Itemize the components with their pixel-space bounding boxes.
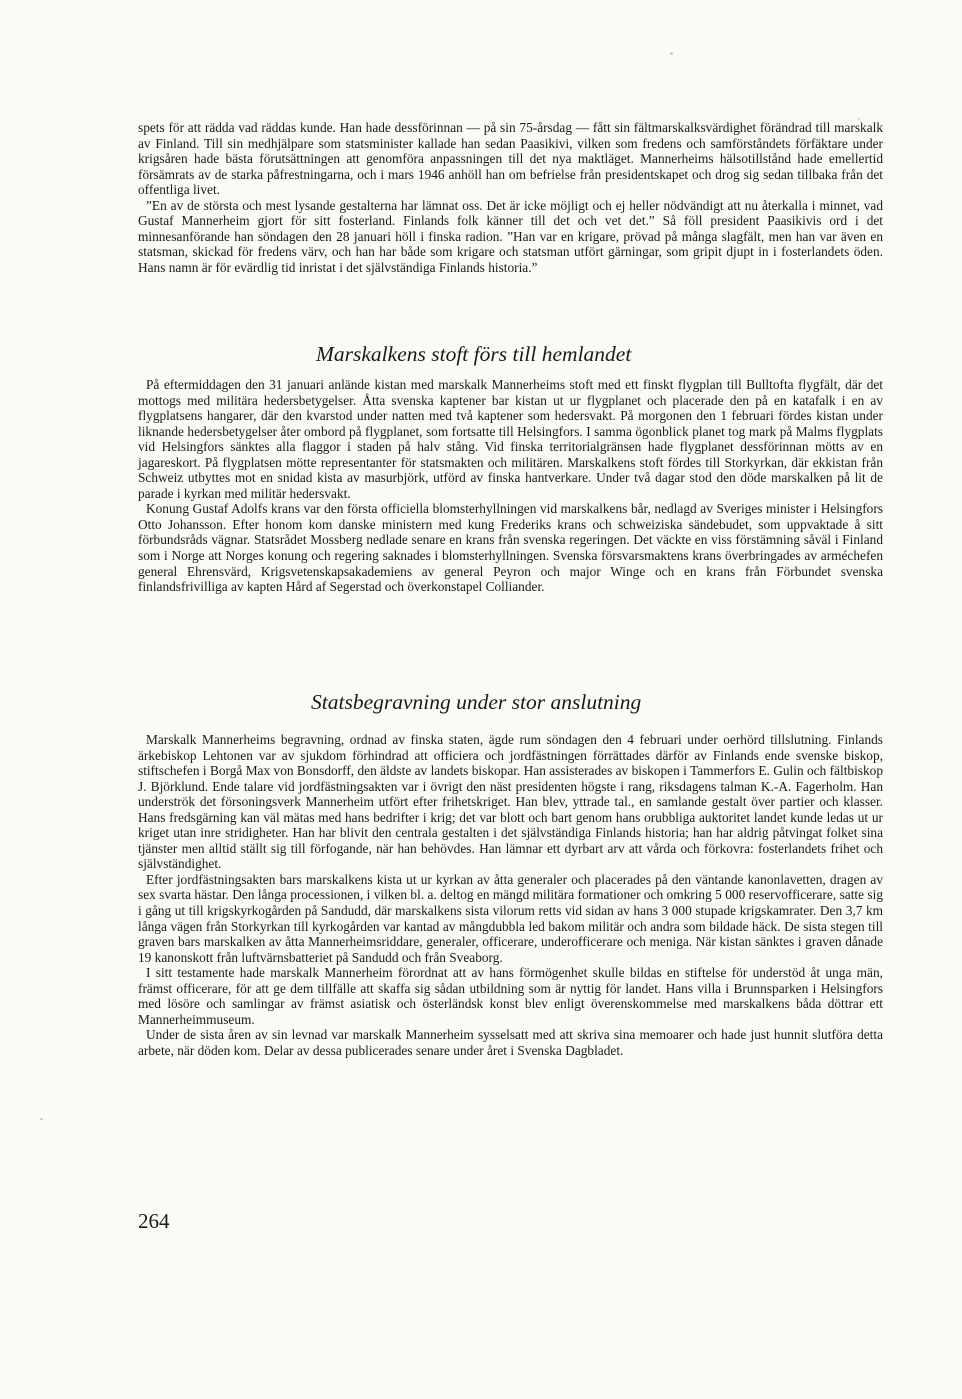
paper-speck xyxy=(670,52,673,55)
paragraph: Efter jordfästningsakten bars marskalkens kista ut ur kyrkan av åtta generaler och placerades på den väntande kanonlavetten, dragen av sex svarta hästar. Den långa processionen, i vilken bl. a. deltog en mängd militära formationer och omkring 5 000 reservofficerare, satte sig i gång ut till krigskyrkogården på Sandudd, där marskalkens sista vilorum retts vid sidan av hans 3 000 stupade krigskamrater. Den 3,7 km långa vägen från Storkyrkan till kyrkogården var kantad av mångdubbla led bakom militär och andra som bildade häck. De sista stegen till graven bars marskalken av åtta Mannerheimsriddare, generaler, officerare, underofficerare och meniga. När kistan sänktes i graven dånade 19 kanonskott från luftvärnsbatteriet på Sandudd och från Sveaborg. xyxy=(138,871,883,965)
paragraph: På eftermiddagen den 31 januari anlände kistan med marskalk Mannerheims stoft med ett finskt flygplan till Bulltofta flygfält, där det mottogs med militära hedersbetygelser. Åtta svenska kaptener bar kistan ut ur flygplanet och placerade den på en katafalk i en av flygplatsens hangarer, där den kvarstod under natten med två kaptener som hedersvakt. På morgonen den 1 februari fördes kistan under liknande hedersbetygelser åter ombord på flygplanet, som fortsatte till Helsingfors. I samma ögonblick planet tog mark på Malms flygplats vid Helsingfors sänktes alla flaggor i staden på halv stång. Vid finska territorialgränsen hade flygplanet dessförinnan mötts av en jagareskort. På flygplatsen mötte representanter för statsmakten och militären. Marskalkens stoft fördes till Storkyrkan, där ekkistan från Schweiz utbyttes mot en snidad kista av masurbjörk, utförd av finska hantverkare. Under två dagar stod den döde marskalken på lit de parade i kyrkan med militär hedersvakt. xyxy=(138,377,883,501)
section-heading: Statsbegravning under stor anslutning xyxy=(311,690,642,714)
section-body xyxy=(138,732,883,1058)
section-intro xyxy=(138,120,883,275)
paragraph: spets för att rädda vad räddas kunde. Han hade dessförinnan — på sin 75-årsdag — fått sin fältmarskalksvärdighet förändrad till marskalk av Finland. Till sin medhjälpare som statsminister kallade han sedan Paasikivi, vilken som fredens och samförståndets förfäktare under krigsåren hade bästa förutsättningen att genomföra anpassningen till det nya maktläget. Mannerheims hälsotillstånd hade emellertid försämrats av de starka påfrestningarna, och i mars 1946 anhöll han om befrielse från presidentskapet och drog sig sedan tillbaka från det offentliga livet. xyxy=(138,120,883,198)
paragraph: ”En av de största och mest lysande gestalterna har lämnat oss. Det är icke möjligt och ej heller nödvändigt att nu återkalla i minnet, vad Gustaf Mannerheim gjort för sitt fosterland. Finlands folk känner till det och vet det.” Så föll president Paasikivis ord i det minnesanförande han söndagen den 28 januari höll i finska radion. ”Han var en krigare, prövad på många slagfält, men han var även en statsman, skickad för fredens värv, och han har både som krigare och statsman utfört gärningar, som gripit djupt in i fosterlandets öden. Hans namn är för evärdlig tid inristat i det självständiga Finlands historia.” xyxy=(138,197,883,275)
section-body xyxy=(138,377,883,595)
paragraph: Marskalk Mannerheims begravning, ordnad av finska staten, ägde rum söndagen den 4 februari under oerhörd tillslutning. Finlands ärkebiskop Lehtonen var av sjukdom förhindrad att officiera och jordfästningen förrättades därför av Finlands ende svenske biskop, stiftschefen i Borgå Max von Bonsdorff, den äldste av landets biskopar. Han assisterades av biskopen i Tammerfors E. Gulin och fältbiskop J. Björklund. Ende talare vid jordfästningsakten var i övrigt den näst presidenten högste i rang, riksdagens talman K.-A. Fagerholm. Han underströk det försoningsverk Mannerheim utfört efter frihetskriget. Han blev, yttrade tal., en samlande gestalt över partier och klasser. Hans fredsgärning kan väl mätas med hans bedrifter i krig; det var blott och bart genom hans orubbliga auktoritet landet kunde ledas ut ur kriget utan inre stridigheter. Han har blivit den centrala gestalten i det självständiga Finlands historia; han har aldrig påtvingat folket sina tjänster men alltid ställt sig till förfogande, när han behövdes. Han lämnar ett dyrbart arv att vårda och förkovra: fosterlandets frihet och självständighet. xyxy=(138,732,883,872)
paragraph: Konung Gustaf Adolfs krans var den första officiella blomsterhyllningen vid marskalkens bår, nedlagd av Sveriges minister i Helsingfors Otto Johansson. Efter honom kom danske ministern med kung Frederiks krans och schweiziska sändebudet, som uppvaktade å sitt förbundsråds vägnar. Statsrådet Mossberg nedlade senare en krans från svenska regeringen. Det väckte en viss förstämning såväl i Finland som i Norge att Norges konung och regering saknades i blomsterhyllningen. Svenska försvarsmaktens krans överbringades av arméchefen general Ehrensvärd, Krigsvetenskapsakademiens av general Peyron och major Winge och en krans från Förbundet svenska finlandsfrivilliga av kapten Hård af Segerstad och överkonstapel Colliander. xyxy=(138,501,883,595)
paragraph: Under de sista åren av sin levnad var marskalk Mannerheim sysselsatt med att skriva sina memoarer och hade just hunnit slutföra detta arbete, när döden kom. Delar av dessa publicerades senare under året i Svenska Dagbladet. xyxy=(138,1027,883,1058)
paragraph: I sitt testamente hade marskalk Mannerheim förordnat att av hans förmögenhet skulle bildas en stiftelse för understöd åt unga män, främst officerare, för att ge dem tillfälle att skaffa sig sådan utbildning som är nyttig för landet. Hans villa i Brunnsparken i Helsingfors med lösöre och samlingar av främst asiatisk och österländsk konst blev enligt överenskommelse med marskalkens båda döttrar ett Mannerheimmuseum. xyxy=(138,965,883,1027)
section-heading: Marskalkens stoft förs till hemlandet xyxy=(316,342,632,366)
paper-speck xyxy=(858,118,860,120)
page-number: 264 xyxy=(138,1209,170,1233)
paper-speck xyxy=(40,1118,43,1120)
